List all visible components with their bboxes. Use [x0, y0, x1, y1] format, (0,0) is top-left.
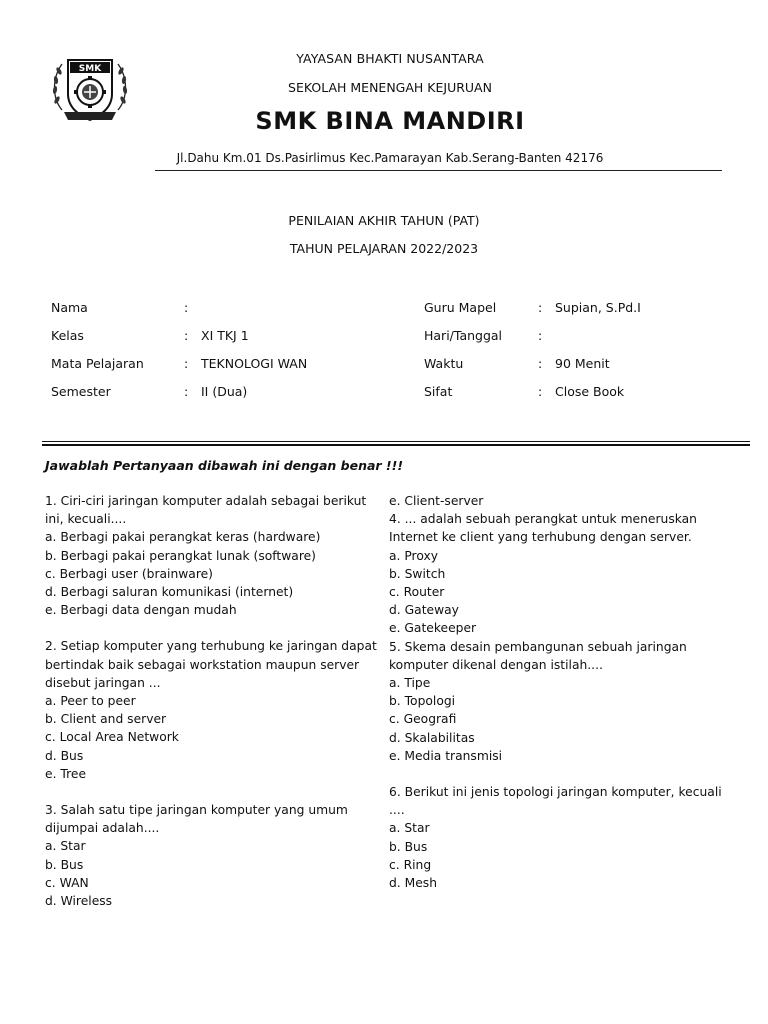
field-value-mata-pelajaran: TEKNOLOGI WAN: [201, 356, 308, 371]
question-5: 5. Skema desain pembangunan sebuah jaringan komputer dikenal dengan istilah....: [389, 639, 687, 672]
option: c. Local Area Network: [45, 730, 179, 745]
field-value-waktu: 90 Menit: [555, 356, 610, 371]
option: a. Star: [45, 839, 86, 854]
option: d. Berbagi saluran komunikasi (internet): [45, 585, 294, 600]
question-3: 3. Salah satu tipe jaringan komputer yang umum dijumpai adalah....: [45, 803, 348, 836]
option: b. Client and server: [45, 712, 167, 727]
organization-name: YAYASAN BHAKTI NUSANTARA: [296, 51, 484, 66]
option: c. Geografi: [389, 712, 457, 727]
option: d. Gateway: [389, 603, 459, 618]
option: c. Berbagi user (brainware): [45, 566, 213, 581]
field-label-hari-tanggal: Hari/Tanggal: [424, 328, 503, 343]
option: a. Star: [389, 821, 430, 836]
option: d. Wireless: [45, 894, 113, 909]
option: e. Berbagi data dengan mudah: [45, 603, 237, 618]
option: d. Bus: [45, 748, 84, 763]
field-sep: :: [184, 384, 189, 399]
option: c. Router: [389, 585, 445, 600]
field-sep: :: [184, 356, 189, 371]
field-label-mata-pelajaran: Mata Pelajaran: [51, 356, 144, 371]
field-label-kelas: Kelas: [51, 328, 84, 343]
section-divider-thick: [42, 444, 750, 446]
option: b. Bus: [45, 857, 84, 872]
school-address: Jl.Dahu Km.01 Ds.Pasirlimus Kec.Pamarayan Kab.Serang-Banten 42176: [176, 151, 604, 165]
option: b. Topologi: [389, 694, 456, 709]
field-label-guru-mapel: Guru Mapel: [424, 300, 497, 315]
option: c. Ring: [389, 857, 432, 872]
academic-year: TAHUN PELAJARAN 2022/2023: [289, 241, 479, 256]
option: b. Bus: [389, 839, 428, 854]
option: e. Client-server: [389, 494, 484, 508]
question-1: 1. Ciri-ciri jaringan komputer adalah sebagai berikut ini, kecuali....: [45, 494, 367, 527]
field-sep: :: [538, 328, 543, 343]
field-value-guru-mapel: Supian, S.Pd.I: [555, 300, 641, 315]
field-sep: :: [184, 300, 189, 315]
option: c. WAN: [45, 875, 89, 890]
field-label-semester: Semester: [51, 384, 111, 399]
field-value-kelas: XI TKJ 1: [201, 328, 249, 343]
field-label-sifat: Sifat: [424, 384, 453, 399]
questions-right-column: [389, 492, 729, 892]
school-name: SMK BINA MANDIRI: [255, 107, 525, 135]
questions-left-column: [45, 492, 380, 910]
option: e. Gatekeeper: [389, 621, 477, 636]
question-2: 2. Setiap komputer yang terhubung ke jaringan dapat bertindak baik sebagai workstation maupun server disebut jaringan ...: [45, 639, 377, 690]
instruction-text: Jawablah Pertanyaan dibawah ini dengan benar !!!: [45, 458, 404, 473]
option: d. Mesh: [389, 876, 437, 891]
field-label-waktu: Waktu: [424, 356, 464, 371]
option: d. Skalabilitas: [389, 730, 475, 745]
field-label-nama: Nama: [51, 300, 88, 315]
option: e. Tree: [45, 766, 87, 781]
field-value-sifat: Close Book: [555, 384, 625, 399]
option: b. Berbagi pakai perangkat lunak (software): [45, 548, 316, 563]
option: a. Proxy: [389, 548, 439, 563]
question-6: 6. Berikut ini jenis topologi jaringan komputer, kecuali ....: [389, 785, 722, 818]
option: a. Berbagi pakai perangkat keras (hardware): [45, 530, 321, 545]
option: e. Media transmisi: [389, 748, 503, 763]
question-4: 4. ... adalah sebuah perangkat untuk meneruskan Internet ke client yang terhubung dengan server.: [389, 512, 697, 545]
option: a. Peer to peer: [45, 694, 136, 709]
svg-text:SMK: SMK: [78, 64, 102, 74]
field-sep: :: [538, 384, 543, 399]
header-divider: [155, 170, 722, 171]
field-sep: :: [538, 356, 543, 371]
school-type: SEKOLAH MENENGAH KEJURUAN: [288, 80, 492, 95]
option: a. Tipe: [389, 676, 431, 691]
field-value-semester: II (Dua): [201, 384, 248, 399]
exam-title: PENILAIAN AKHIR TAHUN (PAT): [288, 213, 480, 228]
section-divider-thin: [42, 441, 750, 442]
option: b. Switch: [389, 566, 446, 581]
field-sep: :: [538, 300, 543, 315]
field-sep: :: [184, 328, 189, 343]
